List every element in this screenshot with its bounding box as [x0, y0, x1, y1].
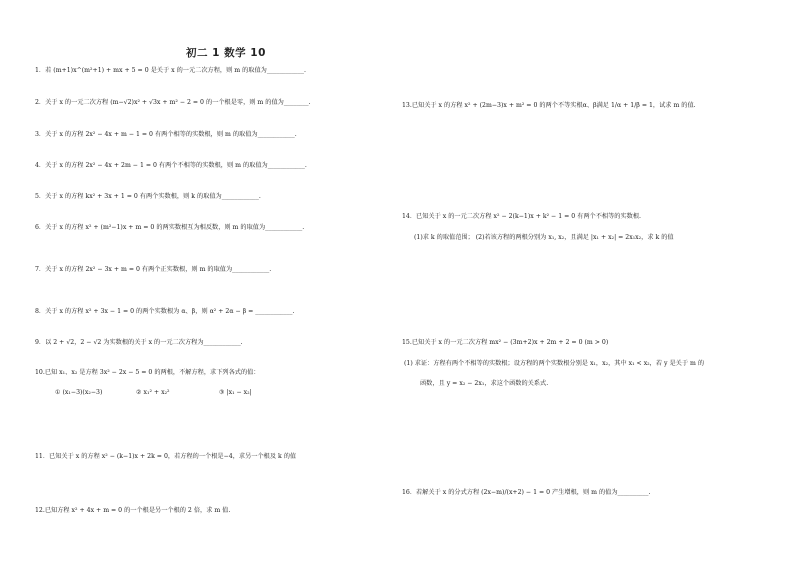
q15-subquestion-line1: (1) 求证：方程有两个不相等的实数根；设方程的两个实数根分别是 x₁，x₂，其中 x₁ < x₂，若 y 是关于 m 的 — [404, 360, 705, 367]
question-14: 14．已知关于 x 的一元二次方程 x² − 2(k−1)x + k² − 1 = 0 有两个不相等的实数根. — [402, 213, 641, 220]
question-8: 8．关于 x 的方程 x² + 3x − 1 = 0 的两个实数根为 α、β，则 α² + 2α − β = ____________. — [35, 308, 295, 315]
q10-part-1: ① (x₁−3)(x₂−3) — [55, 389, 103, 396]
question-16: 16．若解关于 x 的分式方程 (2x−m)/(x+2) − 1 = 0 产生增根，则 m 的值为__________. — [402, 489, 651, 496]
page-title: 初二 1 数学 10 — [186, 47, 266, 59]
question-15: 15.已知关于 x 的一元二次方程 mx² − (3m+2)x + 2m + 2 = 0 (m > 0) — [402, 339, 609, 346]
question-6: 6．关于 x 的方程 x² + (m²−1)x + m = 0 的两实数根互为相反数，则 m 的取值为____________. — [35, 224, 305, 231]
question-3: 3．关于 x 的方程 2x² − 4x + m − 1 = 0 有两个相等的实数根，则 m 的取值为____________. — [35, 131, 297, 138]
question-5: 5．关于 x 的方程 kx² + 3x + 1 = 0 有两个实数根，则 k 的取值为____________. — [35, 193, 261, 200]
question-1: 1．若 (m+1)x^(m²+1) + mx + 5 = 0 是关于 x 的一元二次方程，则 m 的取值为____________. — [35, 67, 306, 74]
question-9: 9．以 2 + √2，2 − √2 为实数根的关于 x 的一元二次方程为____________. — [35, 339, 243, 346]
q10-part-2: ② x₁² + x₂² — [136, 389, 170, 396]
question-13: 13.已知关于 x 的方程 x² + (2m−3)x + m² = 0 的两个不等实根α、β满足 1/α + 1/β = 1，试求 m 的值. — [402, 102, 696, 109]
question-4: 4．关于 x 的方程 2x² − 4x + 2m − 1 = 0 有两个不相等的实数根，则 m 的取值为____________. — [35, 162, 307, 169]
q14-subquestions: (1)求 k 的取值范围； (2)若该方程的两根分别为 x₁, x₂，且满足 |x₁ + x₂| = 2x₁x₂，求 k 的值 — [414, 234, 674, 241]
question-7: 7．关于 x 的方程 2x² − 3x + m = 0 有两个正实数根，则 m 的取值为____________. — [35, 266, 272, 273]
question-10: 10.已知 x₁、x₂ 是方程 3x² − 2x − 5 = 0 的两根，不解方程，求下列各式的值： — [35, 369, 260, 376]
question-2: 2．关于 x 的一元二次方程 (m−√2)x² + √3x + m² − 2 = 0 的一个根是零，则 m 的值为________. — [35, 99, 311, 106]
question-11: 11．已知关于 x 的方程 x² − (k−1)x + 2k = 0，若方程的一个根是−4，求另一个根及 k 的值 — [35, 453, 297, 460]
q15-subquestion-line2: 函数，且 y = x₂ − 2x₁，求这个函数的关系式. — [420, 380, 549, 387]
q10-part-3: ③ |x₁ − x₂| — [219, 389, 252, 396]
question-12: 12.已知方程 x² + 4x + m = 0 的一个根是另一个根的 2 倍，求 m 值. — [35, 507, 231, 514]
